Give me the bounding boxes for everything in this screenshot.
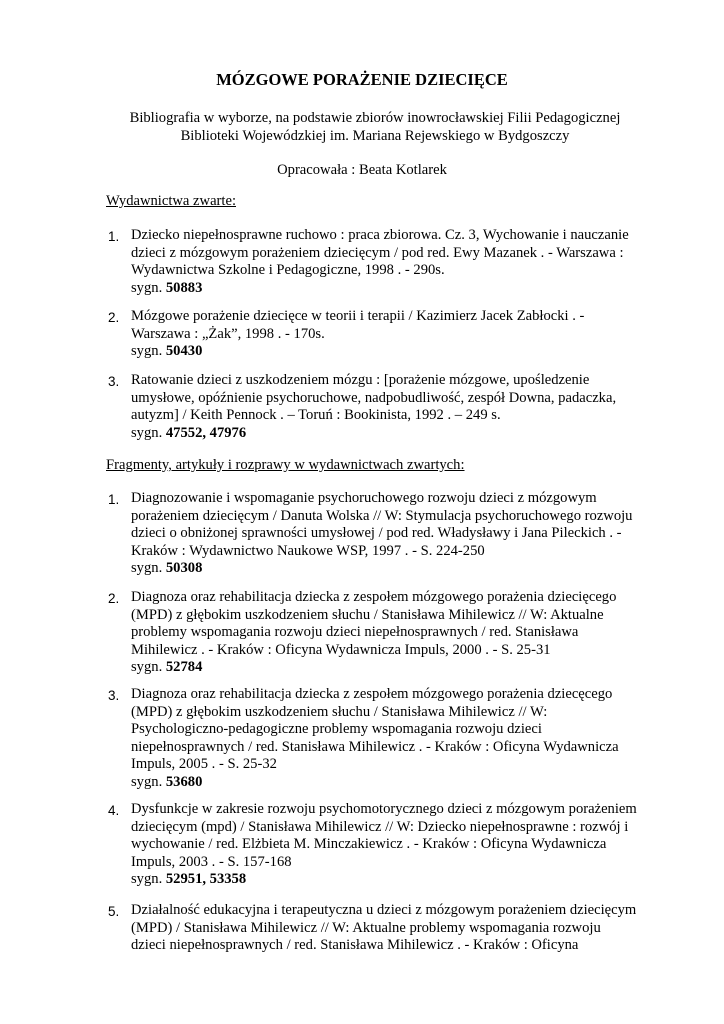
subtitle-line: Bibliografia w wyborze, na podstawie zbiorów inowrocławskiej Filii Pedagogicznej [129, 110, 621, 126]
subtitle-line: Biblioteki Wojewódzkiej im. Mariana Rejewskiego w Bydgoszczy [180, 127, 570, 144]
entry-number: 4. [108, 803, 120, 818]
entry-line: Dziecko niepełnosprawne ruchowo : praca zbiorowa. Cz. 3, Wychowanie i nauczanie [131, 227, 629, 243]
bibliography-entry [131, 308, 641, 361]
entry-line: Kraków : Wydawnictwo Naukowe WSP, 1997 . - S. 224-250 [131, 542, 485, 559]
call-number-value: 50883 [165, 279, 203, 296]
entry-line: problemy wspomagania rozwoju dzieci niepełnosprawnych / red. Stanisława [131, 624, 579, 640]
bibliography-entry [131, 686, 641, 791]
bibliography-entry [131, 372, 641, 442]
entry-number: 2. [108, 591, 120, 606]
entry-line: Diagnozowanie i wspomaganie psychoruchowego rozwoju dzieci z mózgowym [131, 490, 597, 506]
call-number [131, 774, 641, 792]
entry-number: 1. [108, 492, 120, 507]
entry-number: 5. [108, 904, 120, 919]
entry-number: 2. [108, 310, 120, 325]
entry-line: Mózgowe porażenie dziecięce w teorii i terapii / Kazimierz Jacek Zabłocki . - [131, 308, 585, 324]
entry-line: Dysfunkcje w zakresie rozwoju psychomotorycznego dzieci z mózgowym porażeniem [131, 801, 637, 817]
entry-line: dzieci o obniżonej sprawności umysłowej / pod red. Władysławy i Jana Pileckich . - [131, 525, 622, 541]
entry-line: wychowanie / red. Elżbieta M. Minczakiewicz . - Kraków : Oficyna Wydawnicza [131, 836, 607, 852]
entry-line: Wydawnictwa Szkolne i Pedagogiczne, 1998 . - 290s. [131, 262, 445, 278]
entry-line: Diagnoza oraz rehabilitacja dziecka z zespołem mózgowego porażenia dziecięcego [131, 589, 617, 605]
entry-number: 3. [108, 688, 120, 703]
entry-line: umysłowe, opóźnienie psychoruchowe, nadpobudliwość, zespół Downa, padaczka, [131, 389, 617, 406]
document-title: MÓZGOWE PORAŻENIE DZIECIĘCE [216, 70, 508, 89]
call-number-value: 50430 [165, 343, 203, 359]
entry-line: Diagnoza oraz rehabilitacja dziecka z zespołem mózgowego porażenia dziecęcego [131, 686, 613, 702]
entry-line: porażeniem dziecięcym / Danuta Wolska // W: Stymulacja psychoruchowego rozwoju [131, 507, 633, 524]
entry-line: dziecięcym (mpd) / Stanisława Mihilewicz // W: Dziecko niepełnosprawne : rozwój i [131, 818, 629, 835]
entry-number: 1. [108, 229, 120, 244]
entry-line: (MPD) / Stanisława Mihilewicz // W: Aktualne problemy wspomagania rozwoju [131, 919, 601, 936]
bibliography-entry [131, 589, 641, 677]
entry-line: (MPD) z głębokim uszkodzeniem słuchu / Stanisława Mihilewicz // W: Aktualne [131, 606, 604, 623]
call-number [131, 871, 641, 889]
entry-line: Ratowanie dzieci z uszkodzeniem mózgu : [porażenie mózgowe, upośledzenie [131, 372, 590, 388]
bibliography-entry [131, 801, 641, 889]
entry-line: dzieci z mózgowym porażeniem dziecięcym / pod red. Ewy Mazanek . - Warszawa : [131, 244, 624, 261]
bibliography-entry [131, 227, 641, 297]
call-number-label: sygn. [131, 424, 163, 441]
call-number [131, 560, 641, 578]
call-number [131, 425, 641, 443]
entry-line: autyzm] / Keith Pennock . – Toruń : Bookinista, 1992 . – 249 s. [131, 407, 501, 423]
entry-line: Działalność edukacyjna i terapeutyczna u dzieci z mózgowym porażeniem dziecięcym [131, 902, 637, 918]
entry-line: Psychologiczno-pedagogiczne problemy wspomagania rozwoju dzieci [131, 721, 542, 737]
call-number-value: 47552, 47976 [165, 424, 247, 441]
call-number [131, 280, 641, 298]
call-number-value: 50308 [165, 560, 203, 576]
call-number-label: sygn. [131, 773, 163, 790]
compiled-by: Opracowała : Beata Kotlarek [277, 162, 447, 178]
entry-line: Impuls, 2003 . - S. 157-168 [131, 853, 292, 870]
section-heading-monographs: Wydawnictwa zwarte: [106, 193, 236, 209]
entry-line: (MPD) z głębokim uszkodzeniem słuchu / Stanisława Mihilewicz // W: [131, 703, 548, 720]
entry-line: niepełnosprawnych / red. Stanisława Mihilewicz . - Kraków : Oficyna Wydawnicza [131, 738, 619, 755]
call-number-label: sygn. [131, 560, 163, 576]
call-number-label: sygn. [131, 279, 163, 296]
entry-number: 3. [108, 374, 120, 389]
section-heading-fragments: Fragmenty, artykuły i rozprawy w wydawnictwach zwartych: [106, 457, 465, 473]
entry-line: dzieci niepełnosprawnych / red. Stanisława Mihilewicz . - Kraków : Oficyna [131, 937, 579, 953]
bibliography-entry [131, 490, 641, 578]
call-number-label: sygn. [131, 343, 163, 359]
entry-line: Impuls, 2005 . - S. 25-32 [131, 756, 277, 772]
call-number-value: 52784 [165, 659, 203, 675]
call-number [131, 659, 641, 677]
entry-line: Mihilewicz . - Kraków : Oficyna Wydawnicza Impuls, 2000 . - S. 25-31 [131, 641, 551, 658]
call-number-label: sygn. [131, 659, 163, 675]
bibliography-entry [131, 902, 641, 955]
call-number-value: 53680 [165, 773, 203, 790]
entry-line: Warszawa : „Żak”, 1998 . - 170s. [131, 325, 325, 342]
call-number [131, 343, 641, 361]
call-number-label: sygn. [131, 871, 163, 887]
document-subtitle [120, 110, 630, 145]
call-number-value: 52951, 53358 [165, 871, 247, 887]
